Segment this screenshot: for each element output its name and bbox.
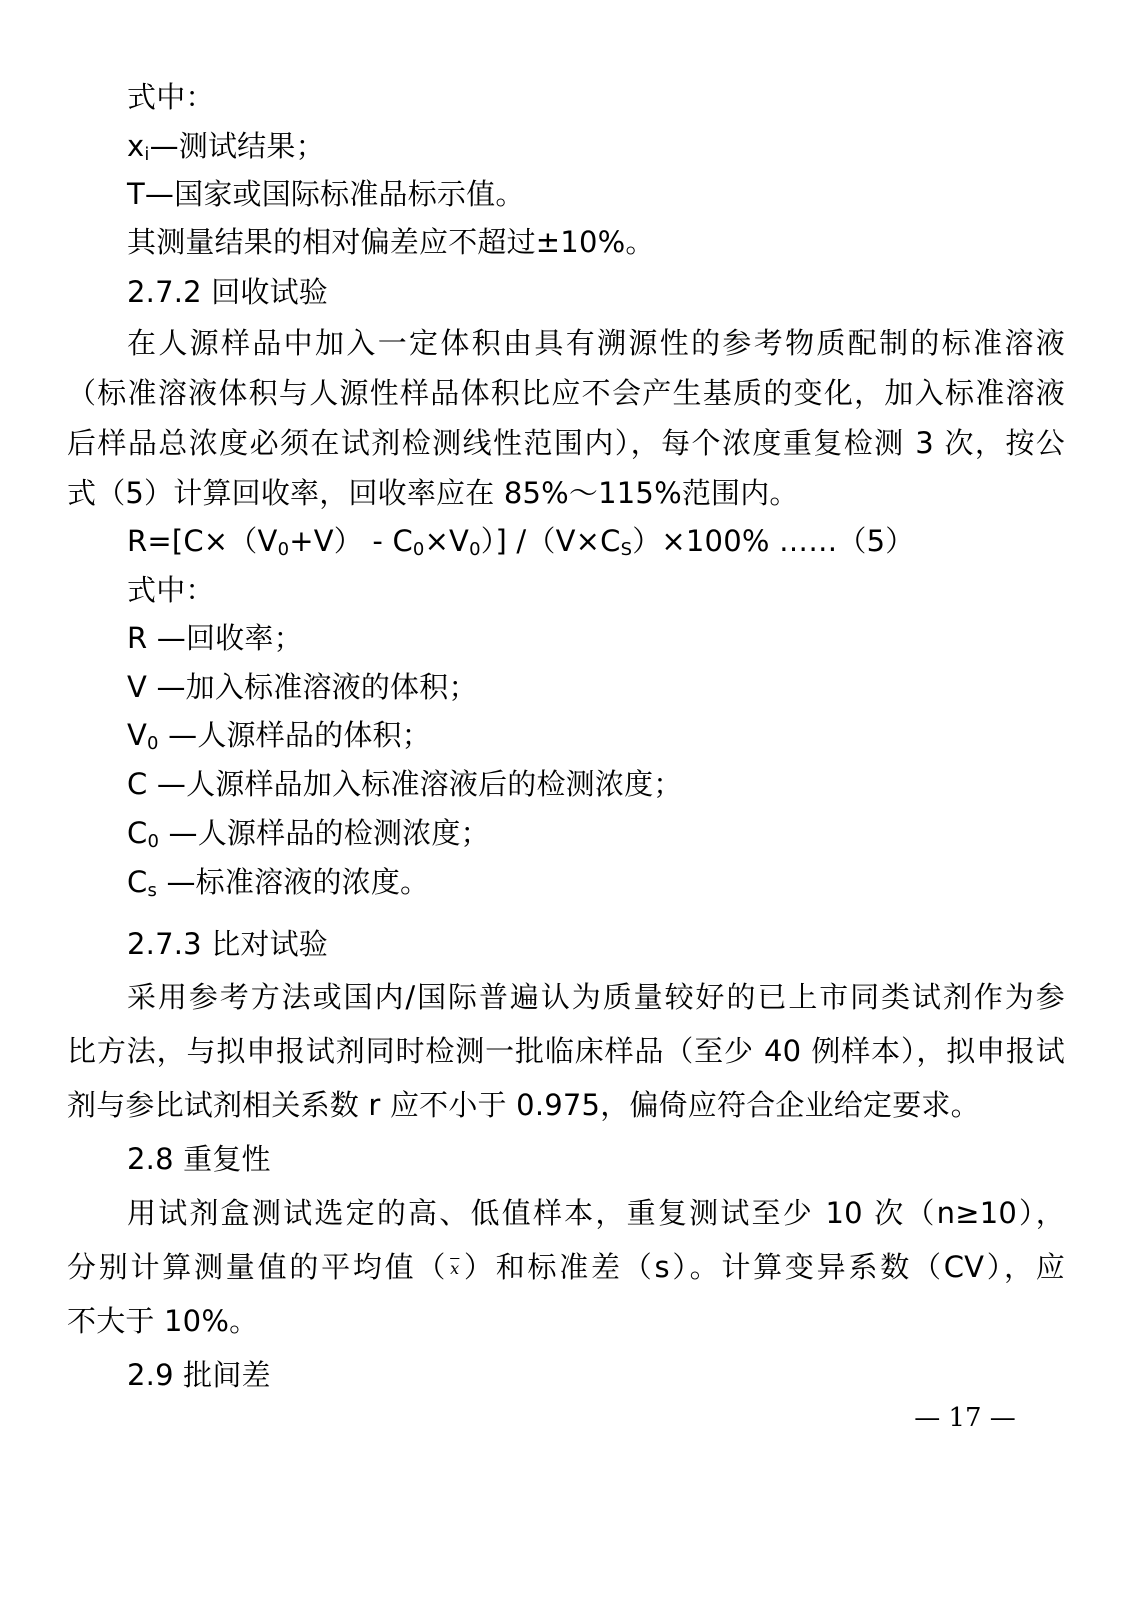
mean-symbol: $\overline{x}$ xyxy=(450,1259,460,1278)
paragraph-repeatability-line-1: 用试剂盒测试选定的高、低值样本，重复测试至少 10 次（n≥10）， xyxy=(127,1196,1065,1230)
page-number: — 17 — xyxy=(914,1403,1016,1433)
paragraph-comparison-line-2: 比方法，与拟申报试剂同时检测一批临床样品（至少 40 例样本），拟申报试 xyxy=(67,1034,1065,1068)
paragraph-recovery-line-1: 在人源样品中加入一定体积由具有溯源性的参考物质配制的标准溶液 xyxy=(127,326,1065,360)
formula-legend-heading: 式中： xyxy=(127,80,215,114)
paragraph-comparison-line-3: 剂与参比试剂相关系数 r 应不小于 0.975，偏倚应符合企业给定要求。 xyxy=(67,1088,980,1122)
section-heading-2-8: 2.8 重复性 xyxy=(127,1142,271,1176)
legend-item-cs: $C_s$ —标准溶液的浓度。 xyxy=(127,865,430,901)
legend-item-t: T—国家或国际标准品标示值。 xyxy=(127,177,525,211)
section-heading-2-9: 2.9 批间差 xyxy=(127,1358,271,1392)
paragraph-comparison-line-1: 采用参考方法或国内/国际普遍认为质量较好的已上市同类试剂作为参 xyxy=(127,980,1065,1014)
paragraph-repeatability-line-2: 分别计算测量值的平均值（ $\overline{x}$）和标准差（s）。计算变异系数（CV），应 xyxy=(67,1247,1065,1289)
legend-item-xi: $x_i—$测试结果； xyxy=(127,129,325,165)
section-heading-2-7-2: 2.7.2 回收试验 xyxy=(127,275,329,309)
legend-item-r: R —回收率； xyxy=(127,621,303,655)
paragraph-recovery-line-3: 后样品总浓度必须在试剂检测线性范围内），每个浓度重复检测 3 次，按公 xyxy=(67,426,1065,460)
legend-item-v0: $V_0$ —人源样品的体积； xyxy=(127,718,431,754)
legend-item-c: C —人源样品加入标准溶液后的检测浓度； xyxy=(127,767,683,801)
section-heading-2-7-3: 2.7.3 比对试验 xyxy=(127,927,329,961)
paragraph-repeatability-line-3: 不大于 10%。 xyxy=(67,1304,259,1338)
paragraph-recovery-line-4: 式（5）计算回收率，回收率应在 85%～115%范围内。 xyxy=(67,476,799,510)
formula-legend-heading-2: 式中： xyxy=(127,573,215,607)
paragraph-deviation: 其测量结果的相对偏差应不超过±10%。 xyxy=(127,225,655,259)
formula-5: $R=[C\times(V_0+V) - C_0\times V_0)$] $/(V\times C_S)\times 100\%$ ……（5） xyxy=(127,524,915,560)
legend-item-v: V —加入标准溶液的体积； xyxy=(127,670,478,704)
paragraph-recovery-line-2: （标准溶液体积与人源性样品体积比应不会产生基质的变化，加入标准溶液 xyxy=(67,376,1065,410)
legend-item-c0: $C_0$ —人源样品的检测浓度； xyxy=(127,816,490,852)
